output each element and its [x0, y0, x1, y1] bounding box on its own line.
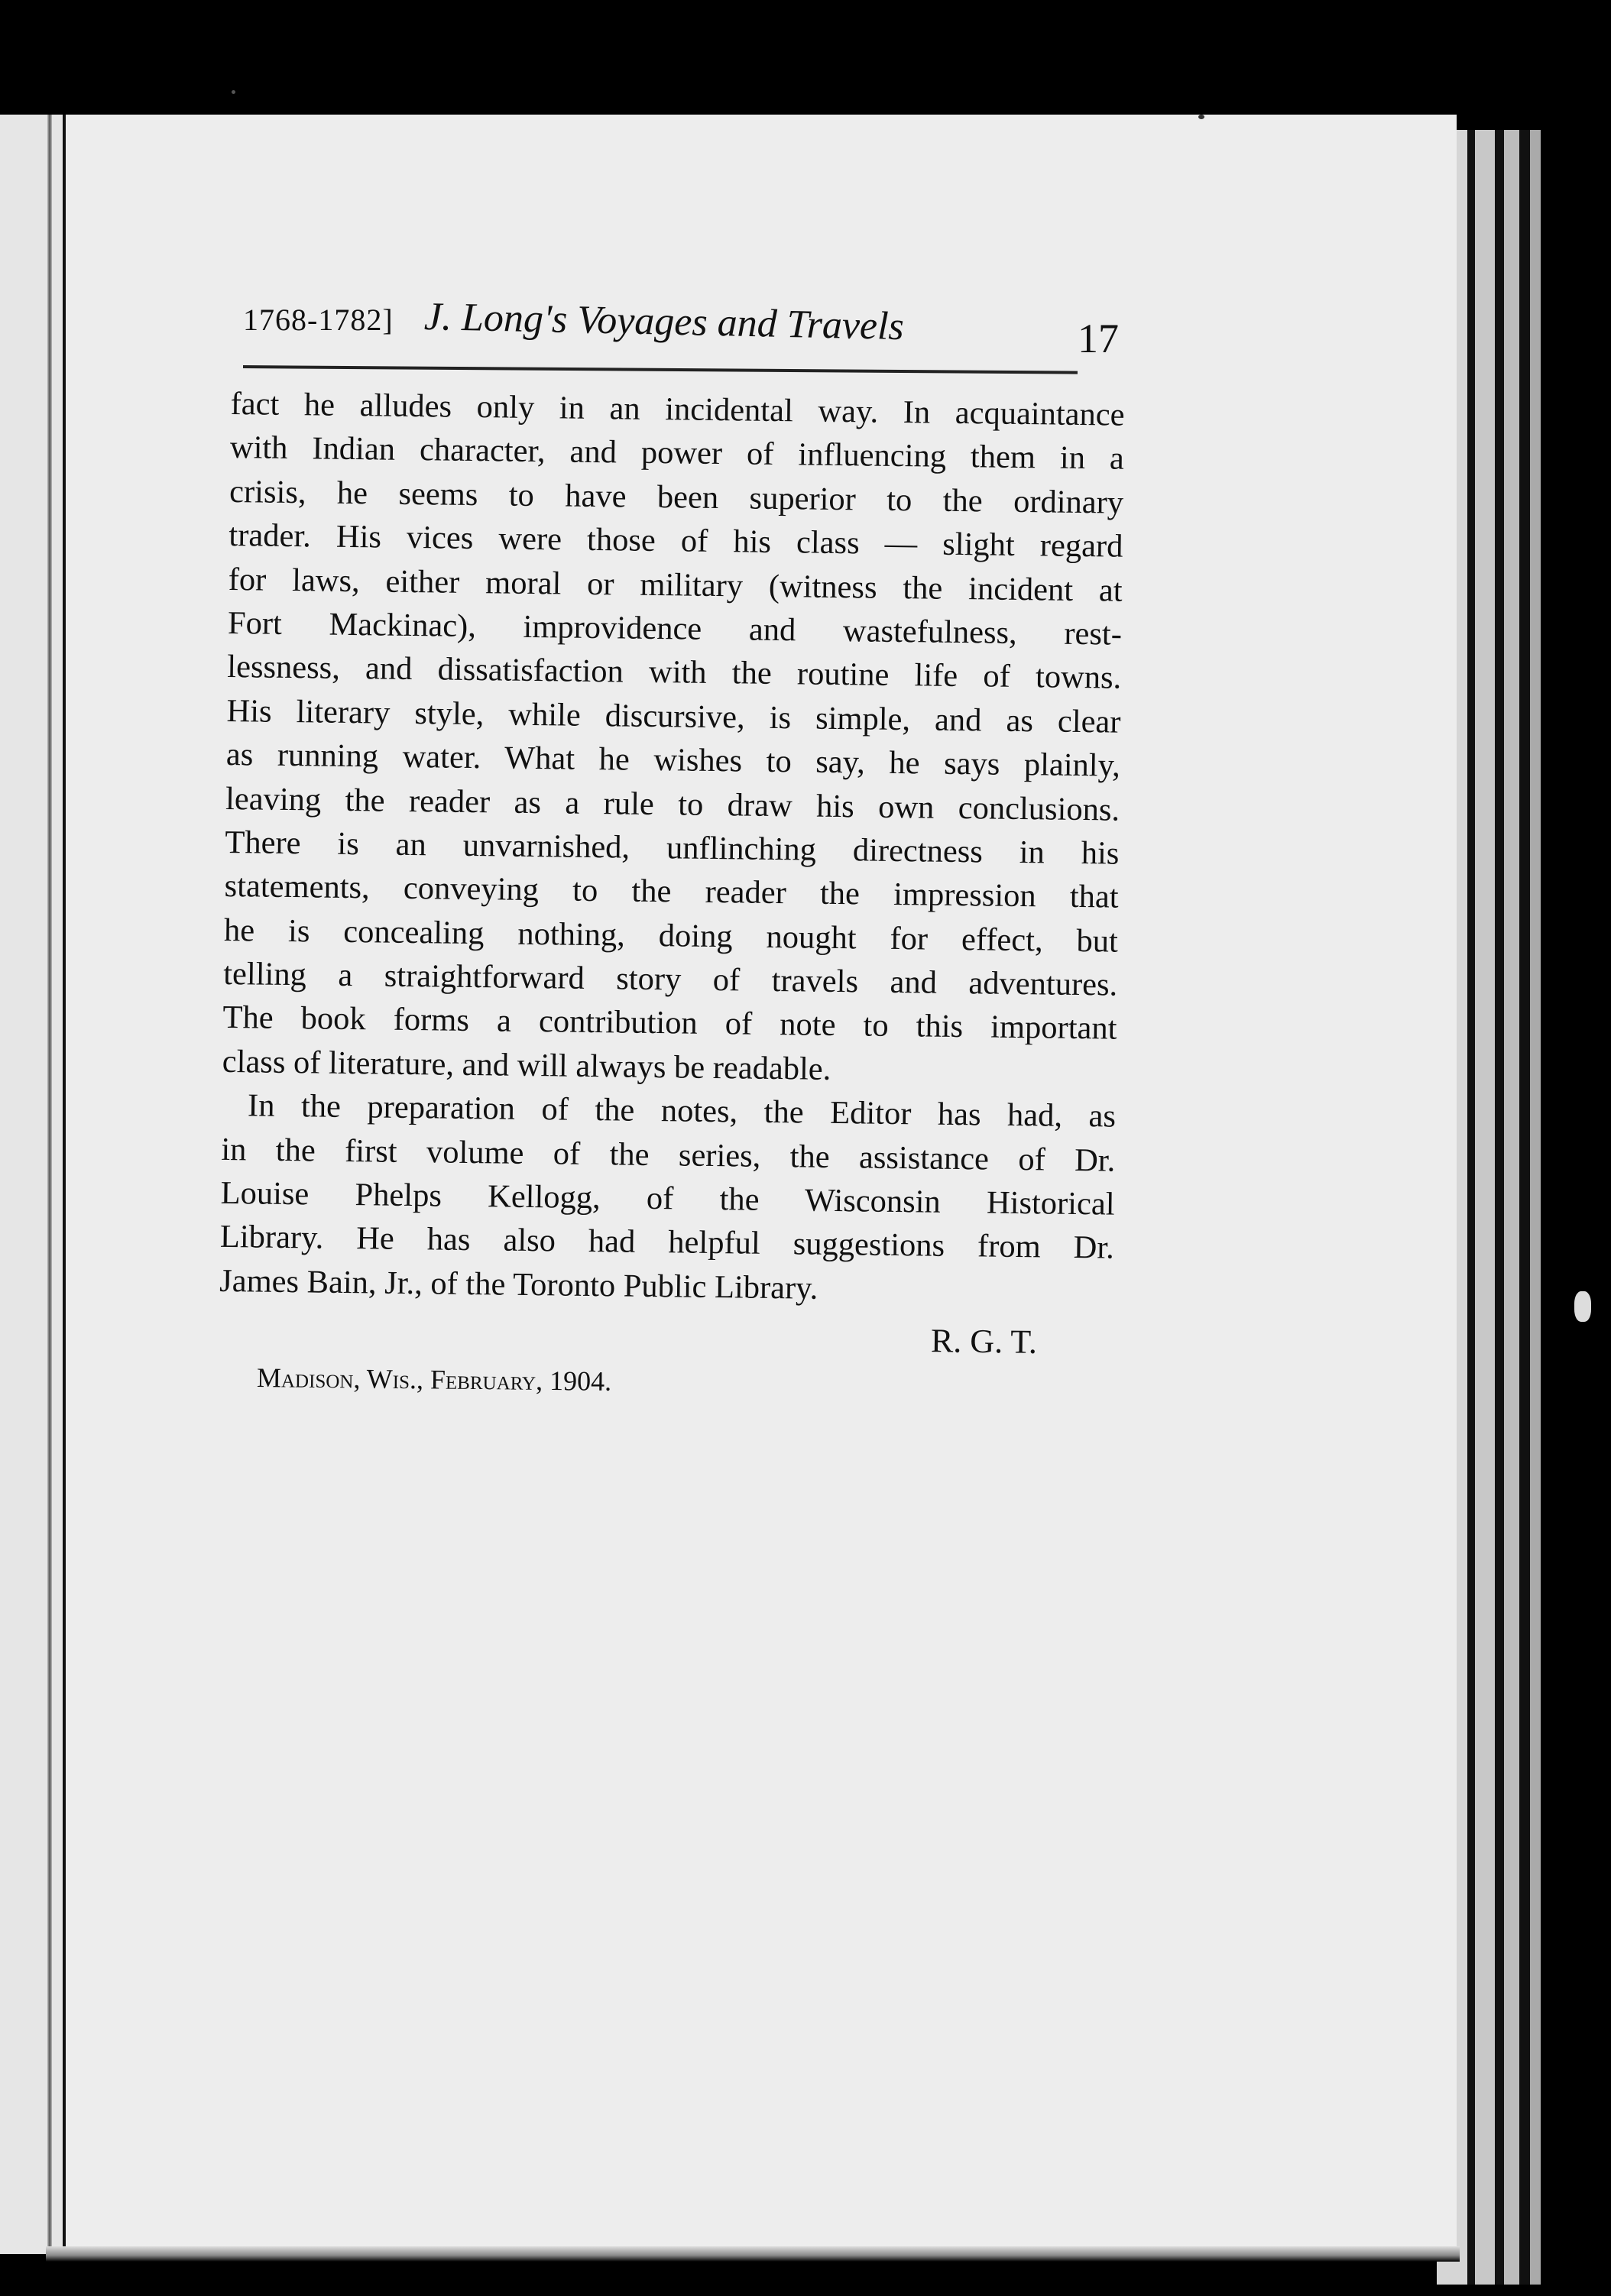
- paragraph-2: [219, 1083, 1117, 1314]
- page-bottom-edge: [46, 2246, 1460, 2262]
- text-line: with Indian character, and power of influencing them in a: [229, 429, 1125, 478]
- text-line: fact he alludes only in an incidental way. In acquaintance: [230, 385, 1125, 433]
- text-line: In the preparation of the notes, the Editor has had, as: [247, 1087, 1117, 1135]
- text-line: telling a straightforward story of travels and adventures.: [222, 956, 1118, 1003]
- page-edge-gap: [1519, 130, 1530, 2285]
- scan-speck: [1198, 115, 1204, 119]
- page-edge-strip: [1504, 130, 1519, 2285]
- dateline: Madison, Wis., February, 1904.: [256, 1362, 612, 1397]
- text-line: class of literature, and will always be readable.: [222, 1043, 831, 1087]
- scan-speck: [232, 90, 235, 94]
- text-line: Library. He has also had helpful suggestions from Dr.: [219, 1219, 1115, 1267]
- text-line: in the first volume of the series, the assistance of Dr.: [221, 1131, 1116, 1179]
- text-line: trader. His vices were those of his class — slight regard: [229, 517, 1123, 565]
- page-edge-strip: [1530, 130, 1541, 2285]
- text-line: Louise Phelps Kellogg, of the Wisconsin Historical: [220, 1174, 1115, 1222]
- text-line: Fort Mackinac), improvidence and wastefulness, rest-: [227, 604, 1123, 653]
- header-year-range: 1768-1782]: [243, 303, 394, 337]
- page-edge-gap: [1467, 130, 1475, 2285]
- text-line: lessness, and dissatisfaction with the routine life of towns.: [227, 649, 1122, 697]
- text-line: leaving the reader as a rule to draw his own conclusions.: [225, 780, 1120, 828]
- text-line: The book forms a contribution of note to this important: [222, 999, 1117, 1048]
- page-number: 17: [1078, 316, 1119, 361]
- text-line: James Bain, Jr., of the Toronto Public Library.: [219, 1262, 818, 1307]
- page-edge-strip: [1475, 130, 1495, 2285]
- page-edge-gap: [1495, 130, 1504, 2285]
- header-title: J. Long's Voyages and Travels: [423, 295, 905, 349]
- text-line: as running water. What he wishes to say, he says plainly,: [225, 737, 1121, 784]
- text-line: statements, conveying to the reader the impression that: [224, 868, 1119, 915]
- previous-page-edge: [0, 115, 66, 2254]
- text-line: he is concealing nothing, doing nought for effect, but: [223, 912, 1119, 960]
- text-line: for laws, either moral or military (witness the incident at: [228, 561, 1123, 609]
- body-text: [219, 382, 1125, 1314]
- editor-initials: R. G. T.: [930, 1322, 1038, 1361]
- text-line: There is an unvarnished, unflinching directness in his: [225, 824, 1120, 872]
- gutter-shadow: [47, 115, 52, 2254]
- scan-speck: [1574, 1291, 1591, 1322]
- page-edge-stack: [1437, 130, 1590, 2285]
- text-line: His literary style, while discursive, is simple, and as clear: [226, 692, 1121, 740]
- text-line: crisis, he seems to have been superior to the ordinary: [229, 473, 1124, 521]
- paragraph-1: [222, 382, 1124, 1095]
